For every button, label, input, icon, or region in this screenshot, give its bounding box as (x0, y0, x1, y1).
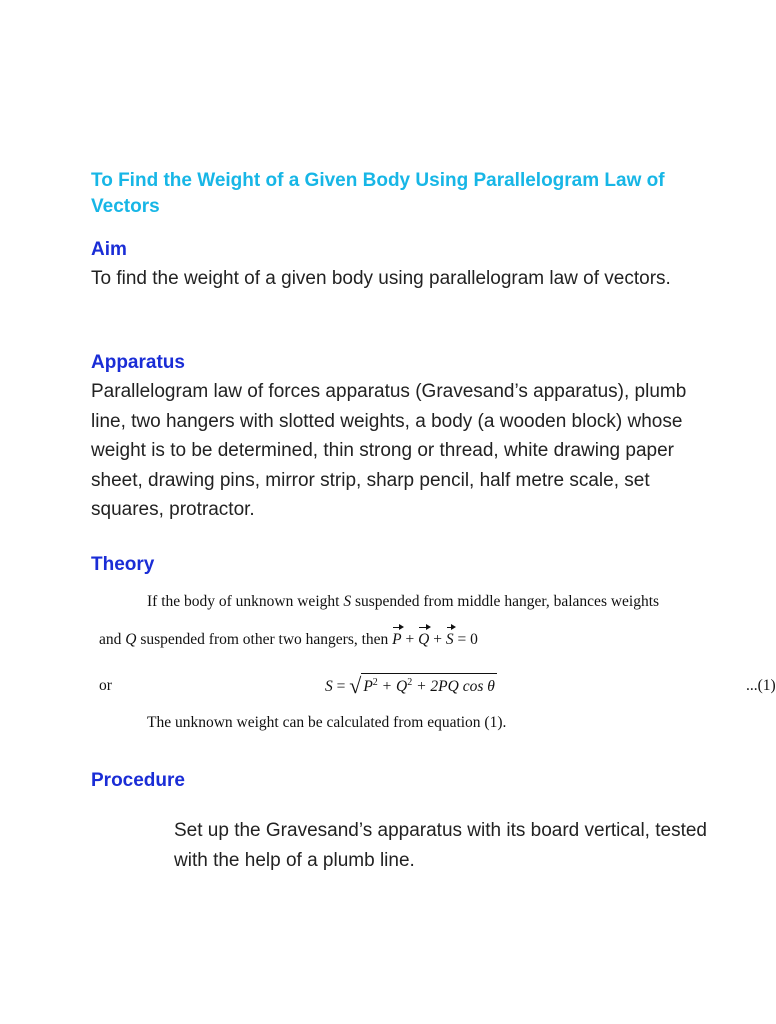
vector-q: Q (418, 631, 430, 648)
apparatus-heading: Apparatus (91, 352, 185, 373)
or-label: or (99, 677, 112, 694)
theory-line-2: and Q suspended from other two hangers, then P + Q + S = 0 (99, 631, 478, 648)
theory-line-4: The unknown weight can be calculated from equation (1). (147, 714, 507, 731)
equation-reference: ...(1) (746, 677, 776, 694)
vector-p: P (392, 631, 402, 648)
aim-text: To find the weight of a given body using parallelogram law of vectors. (91, 268, 671, 289)
procedure-step: Set up the Gravesand’s apparatus with its board vertical, tested with the help of a plumb line. (174, 820, 708, 871)
theory-block (0, 585, 776, 745)
aim-heading: Aim (91, 239, 127, 260)
theory-heading: Theory (91, 554, 155, 575)
procedure-heading: Procedure (91, 770, 185, 791)
theory-line-1: If the body of unknown weight S suspended from middle hanger, balances weights (147, 593, 660, 610)
apparatus-text: Parallelogram law of forces apparatus (Gravesand’s apparatus), plumb line, two hangers with slotted weights, a body (a wooden block) whose weight is to be determined, thin strong or thread, white drawing paper sheet, drawing pins, mirror strip, sharp pencil, half metre scale, set squares, protractor. (91, 381, 687, 520)
formula: S = √ $P^2 + Q^2 + 2PQ$ cos θ (325, 673, 495, 699)
vector-s: S (445, 631, 454, 648)
document-title: To Find the Weight of a Given Body Using Parallelogram Law of Vectors (91, 170, 665, 217)
